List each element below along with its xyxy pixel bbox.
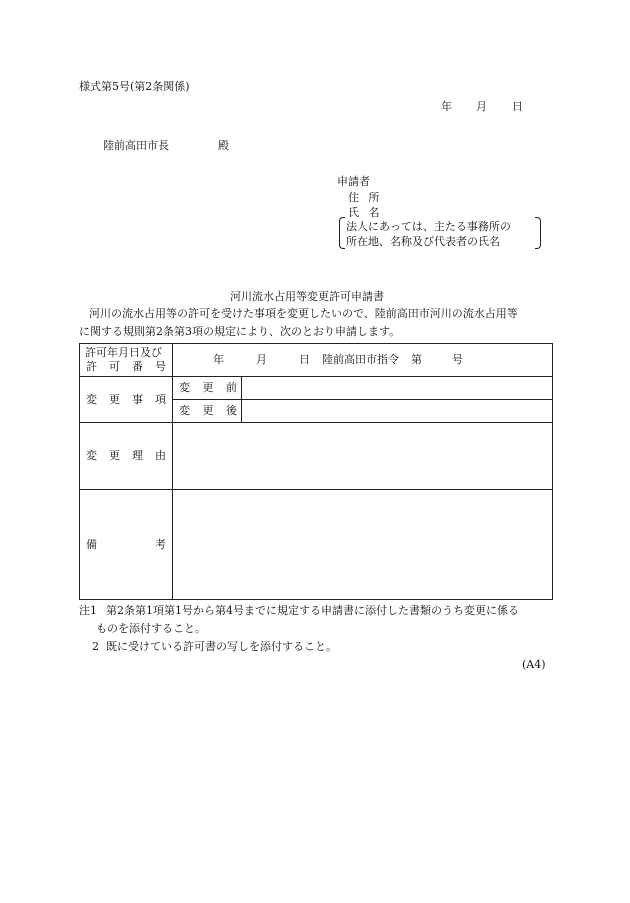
note1-line1: 第2条第1項第1号から第4号までに規定する申請書に添付した書類のうち変更に係る <box>106 604 519 617</box>
permit-no-suffix: 号 <box>452 353 463 366</box>
permit-label-cell <box>80 344 173 377</box>
remarks-label: 備 考 <box>86 537 166 551</box>
application-table <box>79 343 553 600</box>
note1-label: 注1 <box>79 604 97 617</box>
change-items-label: 変 更 事 項 <box>86 392 166 406</box>
right-bracket <box>535 217 541 249</box>
before-label: 変 更 前 <box>179 381 237 394</box>
before-label-cell <box>173 377 242 400</box>
permit-label-line1: 許可年月日及び <box>85 346 162 359</box>
table-row <box>80 377 553 400</box>
addressee-name: 陸前高田市長 <box>103 139 169 152</box>
corporate-note-line2: 所在地、名称及び代表者の氏名 <box>346 235 500 248</box>
after-value-cell[interactable] <box>242 400 553 423</box>
addressee-honorific: 殿 <box>218 139 229 152</box>
table-row <box>80 344 553 377</box>
note2-label: 2 <box>92 640 99 653</box>
applicant-address-label: 住 所 <box>348 191 380 204</box>
form-number: 様式第5号(第2条関係) <box>79 80 190 93</box>
remarks-label-cell <box>80 490 173 600</box>
document-title: 河川流水占用等変更許可申請書 <box>230 290 384 303</box>
after-label-cell <box>173 400 242 423</box>
permit-no-prefix: 第 <box>411 353 422 366</box>
date-year-label: 年 <box>441 100 452 113</box>
reason-label: 変 更 理 由 <box>86 449 166 462</box>
permit-designation: 陸前高田市指令 <box>322 353 399 366</box>
permit-year-label: 年 <box>213 353 224 366</box>
reason-label-cell <box>80 423 173 490</box>
note1-line2: ものを添付すること。 <box>96 622 206 635</box>
date-day-label: 日 <box>512 100 523 113</box>
permit-month-label: 月 <box>256 353 267 366</box>
permit-label-line2: 許 可 番 号 <box>86 360 166 373</box>
permit-day-label: 日 <box>299 353 310 366</box>
after-label: 変 更 後 <box>179 404 237 417</box>
permit-date-row <box>173 353 552 367</box>
paper-size: (A4) <box>522 658 546 671</box>
table-row <box>80 490 553 600</box>
body-line-2: に関する規則第2条第3項の規定により、次のとおり申請します。 <box>79 325 401 338</box>
left-bracket <box>339 217 345 249</box>
applicant-label: 申請者 <box>337 175 370 188</box>
note2-text: 既に受けている許可書の写しを添付すること。 <box>106 640 337 653</box>
corporate-note-line1: 法人にあっては、主たる事務所の <box>346 220 511 233</box>
applicant-name-label: 氏 名 <box>348 206 380 219</box>
change-items-label-cell <box>80 377 173 423</box>
table-row <box>80 423 553 490</box>
before-value-cell[interactable] <box>242 377 553 400</box>
remarks-value-cell[interactable] <box>173 490 553 600</box>
date-month-label: 月 <box>476 100 487 113</box>
permit-value-cell[interactable] <box>173 344 553 377</box>
body-line-1: 河川の流水占用等の許可を受けた事項を変更したいので、陸前高田市河川の流水占用等 <box>89 307 518 320</box>
reason-value-cell[interactable] <box>173 423 553 490</box>
